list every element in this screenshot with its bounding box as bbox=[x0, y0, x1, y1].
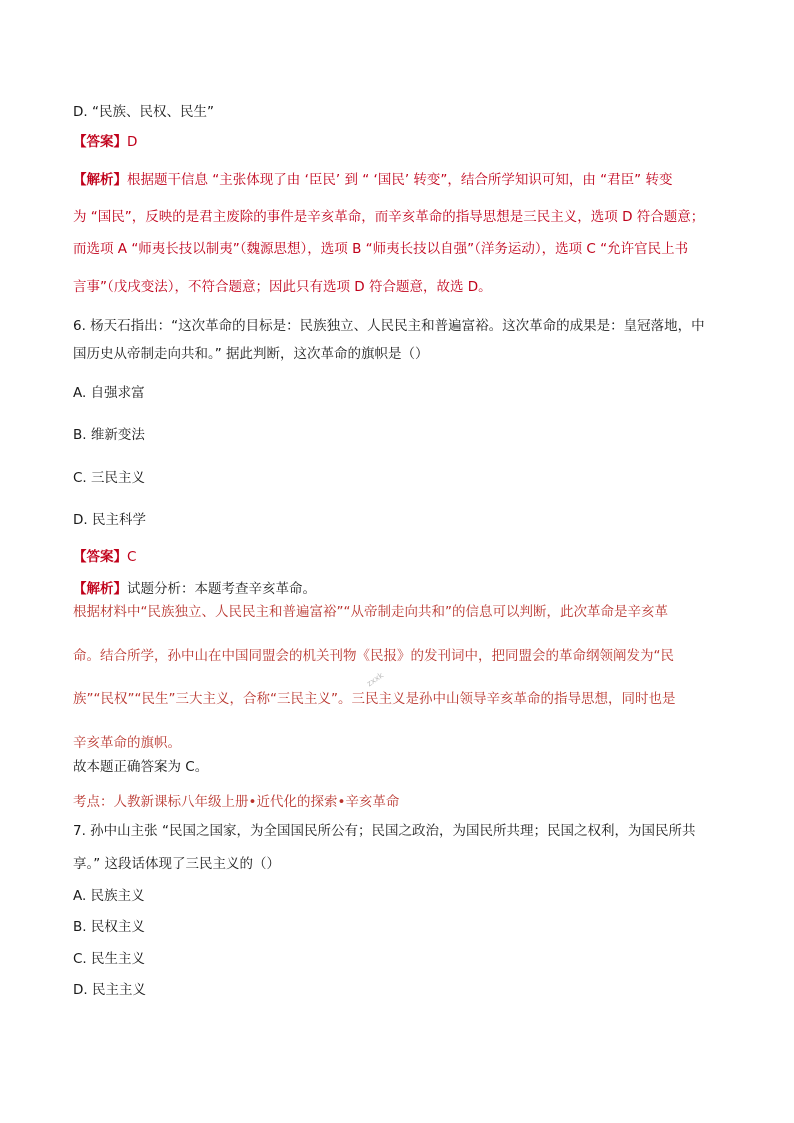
q6-analysis-intro: 【解析】试题分析：本题考查辛亥革命。 bbox=[73, 581, 316, 597]
q7-option-a: A. 民族主义 bbox=[73, 888, 145, 904]
q7-option-b: B. 民权主义 bbox=[73, 919, 145, 935]
answer-value: C bbox=[127, 549, 137, 565]
q5-analysis-line-2: 为 “国民”，反映的是君主废除的事件是辛亥革命，而辛亥革命的指导思想是三民主义，选项 D 符合题意； bbox=[73, 209, 705, 225]
q6-analysis-line-1: 根据材料中“民族独立、人民民主和普遍富裕”“从帝制走向共和”的信息可以判断，此次革命是辛亥革 bbox=[73, 604, 668, 620]
q6-stem-line-1: 6. 杨天石指出：“这次革命的目标是：民族独立、人民民主和普遍富裕。这次革命的成果是：皇冠落地，中 bbox=[73, 318, 705, 334]
q5-option-d: D. “民族、民权、民生” bbox=[73, 104, 214, 120]
q6-conclusion: 故本题正确答案为 C。 bbox=[73, 759, 209, 775]
q6-option-b: B. 维新变法 bbox=[73, 427, 145, 443]
q5-analysis-line-3: 而选项 A “师夷长技以制夷”（魏源思想），选项 B “师夷长技以自强”（洋务运动），选项 C “允许官民上书 bbox=[73, 241, 689, 257]
q7-stem-line-2: 享。” 这段话体现了三民主义的（） bbox=[73, 856, 281, 872]
q5-analysis-line-4: 言事”（戊戌变法），不符合题意；因此只有选项 D 符合题意，故选 D。 bbox=[73, 279, 492, 295]
answer-tag: 【答案】 bbox=[73, 549, 127, 565]
answer-value: D bbox=[127, 134, 138, 150]
answer-tag: 【答案】 bbox=[73, 134, 127, 150]
q5-answer bbox=[73, 133, 137, 151]
q7-option-d: D. 民主主义 bbox=[73, 982, 146, 998]
q6-analysis-line-4: 辛亥革命的旗帜。 bbox=[73, 735, 181, 751]
q6-option-d: D. 民主科学 bbox=[73, 512, 146, 528]
q6-answer bbox=[73, 548, 136, 566]
watermark: zxxk bbox=[365, 670, 386, 689]
q5-analysis-line-1: 【解析】根据题干信息 “主张体现了由 ‘臣民’ 到 “ ‘国民’ 转变”，结合所学知识可知，由 “君臣” 转变 bbox=[73, 172, 673, 188]
q6-kaodian: 考点：人教新课标八年级上册•近代化的探索•辛亥革命 bbox=[73, 794, 400, 810]
q7-stem-line-1: 7. 孙中山主张 “民国之国家，为全国国民所公有；民国之政治，为国民所共理；民国之权利，为国民所共 bbox=[73, 823, 696, 839]
q6-option-c: C. 三民主义 bbox=[73, 470, 146, 486]
q6-stem-line-2: 国历史从帝制走向共和。” 据此判断，这次革命的旗帜是（） bbox=[73, 346, 429, 362]
q6-option-a: A. 自强求富 bbox=[73, 385, 145, 401]
analysis-tag: 【解析】 bbox=[73, 581, 127, 597]
q6-analysis-line-2: 命。结合所学，孙中山在中国同盟会的机关刊物《民报》的发刊词中，把同盟会的革命纲领阐发为“民 bbox=[73, 648, 674, 664]
analysis-tag: 【解析】 bbox=[73, 172, 127, 188]
q7-option-c: C. 民生主义 bbox=[73, 951, 146, 967]
q6-analysis-line-3: 族”“民权”“民生”三大主义，合称“三民主义”。三民主义是孙中山领导辛亥革命的指导思想，同时也是 bbox=[73, 691, 676, 707]
